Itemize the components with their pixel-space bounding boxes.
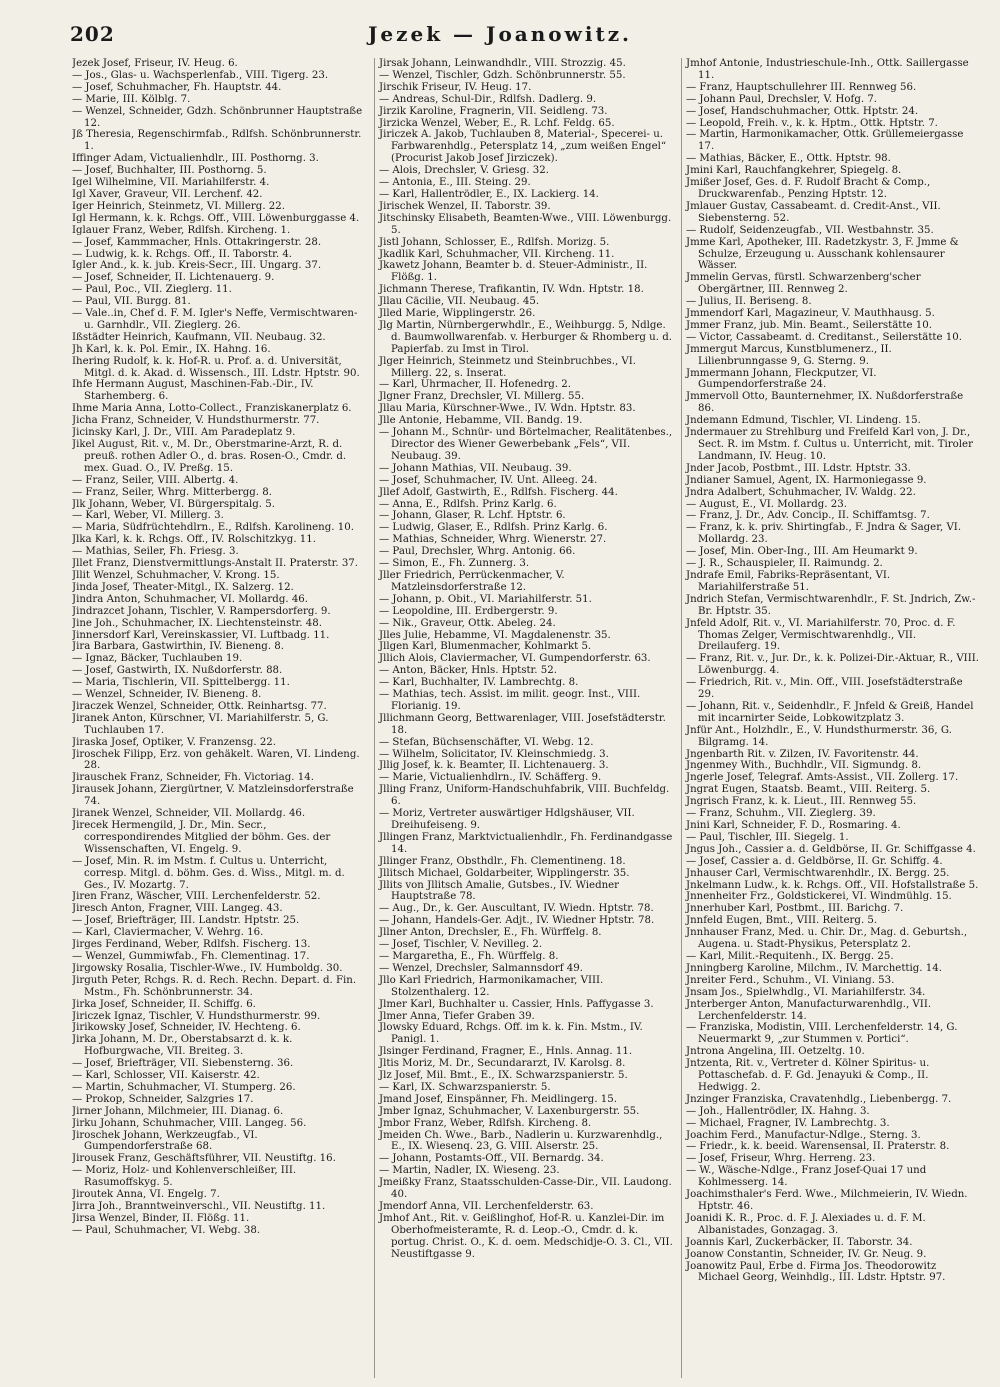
directory-entry: Jlz Josef, Mil. Bmt., E., IX. Schwarzspanierstr. 5. (379, 1070, 628, 1082)
directory-entry: — Karl, Claviermacher, V. Wehrg. 16. (72, 927, 264, 939)
directory-entry: Joachim Ferd., Manufactur-Ndlge., Sterng. 3. (686, 1129, 921, 1141)
directory-entry: Jltis Moriz, M. Dr., Secundararzt, IV. Karolsg. 8. (379, 1058, 626, 1070)
directory-entry: — Johann Mathias, VII. Neubaug. 39. (379, 462, 572, 474)
directory-entry: — Andreas, Schul-Dir., Rdlfsh. Dadlerg. 9. (379, 93, 597, 105)
directory-entry: — Josef, Schneider, II. Lichtenauerg. 9. (72, 272, 275, 284)
directory-entry: Ißstädter Heinrich, Kaufmann, VII. Neubaug. 32. (72, 331, 326, 343)
directory-entry: — Karl, Uhrmacher, II. Hofenedrg. 2. (379, 379, 572, 391)
directory-entry: — Josef, Buchhalter, III. Posthorng. 5. (72, 165, 267, 177)
directory-entry: Jnini Karl, Schneider, F. D., Rosmaring. 4. (686, 820, 901, 831)
directory-entry: Jichmann Therese, Trafikantin, IV. Wdn. Hptstr. 18. (379, 284, 644, 296)
directory-entry: Jllitsch Michael, Goldarbeiter, Wipplingerstr. 35. (379, 867, 630, 879)
directory-entry: Jirauschek Franz, Schneider, Fh. Victoriag. 14. (72, 772, 314, 784)
directory-entry: — Nik., Graveur, Ottk. Abeleg. 24. (379, 617, 556, 629)
directory-entry: — Franz, Schuhm., VII. Zieglerg. 39. (686, 808, 876, 820)
directory-entry: Jngus Joh., Cassier a. d. Geldbörse, II. Gr. Schiffgasse 4. (686, 843, 976, 855)
directory-entry: Jlling Franz, Uniform-Handschuhfabrik, VIII. Buchfeldg. 6. (379, 784, 670, 808)
directory-entry: Jirischek Wenzel, II. Taborstr. 39. (379, 200, 551, 212)
directory-entry: Jirka Josef, Schneider, II. Schiffg. 6. (72, 998, 256, 1010)
directory-entry: Jiriczek Ignaz, Tischler, V. Hundsthurmerstr. 99. (72, 1010, 321, 1022)
directory-entry: — Paul, P.oc., VII. Zieglerg. 11. (72, 284, 232, 296)
directory-entry: — Paul, VII. Burgg. 81. (72, 296, 191, 308)
directory-entry: Jirguth Peter, Rchgs. R. d. Rech. Rechn. Depart. d. Fin. Mstm., Fh. Schönbrunnerstr. 34. (72, 974, 357, 998)
directory-column-left (72, 58, 366, 1378)
directory-entry: — Josef, Handschuhmacher, Ottk. Hptstr. 24. (686, 105, 919, 117)
directory-entry: Jirschik Friseur, IV. Heug. 17. (379, 81, 532, 93)
directory-entry: — Wenzel, Tischler, Gdzh. Schönbrunnerstr. 55. (379, 69, 626, 81)
directory-entry: Jnder Jacob, Postbmt., III. Ldstr. Hptstr. 33. (686, 462, 911, 474)
directory-entry: Jlg Martin, Nürnbergerwhdlr., E., Weihburgg. 5, Ndlge. d. Baumwollwarenfab. v. Herburger & Rhomberg u. d. Papierfab. zu Imst in Tirol. (379, 319, 672, 355)
directory-entry: Jlsinger Ferdinand, Fragner, E., Hnls. Annag. 11. (379, 1046, 633, 1058)
page-number: 202 (70, 22, 115, 46)
directory-entry: Jinda Josef, Theater-Mitgl., IX. Salzerg. 12. (72, 581, 294, 593)
directory-entry: Jlowsky Eduard, Rchgs. Off. im k. k. Fin. Mstm., IV. Panigl. 1. (379, 1022, 643, 1046)
directory-entry: Jllet Franz, Dienstvermittlungs-Anstalt II. Praterstr. 37. (72, 558, 359, 570)
directory-entry: Jntrona Angelina, III. Oetzeltg. 10. (686, 1046, 865, 1058)
directory-entry: Jllich Alois, Claviermacher, VI. Gumpendorferstr. 63. (379, 653, 651, 665)
directory-entry: Jnreiter Ferd., Schuhm., VI. Viniang. 53. (686, 974, 895, 986)
directory-entry: — Wilhelm, Solicitator, IV. Kleinschmiedg. 3. (379, 748, 609, 760)
directory-entry: — Aug., Dr., k. Ger. Auscultant, IV. Wiedn. Hptstr. 78. (379, 903, 654, 915)
directory-entry: Jiranek Anton, Kürschner, VI. Mariahilferstr. 5, G. Tuchlauben 17. (72, 712, 329, 736)
directory-entry: — Johann, Rit. v., Seidenhdlr., F. Jnfeld & Greiß, Handel mit incarnirter Seide, Lobkowitzplatz 3. (686, 700, 974, 724)
directory-entry: Jlmer Karl, Buchhalter u. Cassier, Hnls. Paffygasse 3. (379, 998, 654, 1010)
directory-entry: — Karl, IX. Schwarzspanierstr. 5. (379, 1081, 551, 1093)
directory-entry: Jikel August, Rit. v., M. Dr., Oberstmarine-Arzt, R. d. preuß. rothen Adler O., d. bras. Rosen-O., Cmdr. d. mex. Guad. O., IV. Preßg. 15. (72, 439, 347, 474)
directory-entry: — Simon, E., Fh. Zunnerg. 3. (379, 558, 530, 570)
directory-entry: Jiren Franz, Wäscher, VIII. Lerchenfelderstr. 52. (72, 891, 321, 903)
directory-entry: Jmmendorf Karl, Magazineur, V. Mauthhausg. 5. (686, 308, 935, 320)
directory-entry: — Johann, Handels-Ger. Adjt., IV. Wiedner Hptstr. 78. (379, 915, 655, 927)
directory-entry: Jlmer Anna, Tiefer Graben 39. (379, 1010, 535, 1022)
directory-entry: Jiranek Wenzel, Schneider, VII. Mollardg. 46. (72, 808, 306, 820)
directory-entry: Jine Joh., Schuhmacher, IX. Liechtensteinstr. 48. (72, 617, 322, 629)
directory-entry: — Maria, Südfrüchtehdlrn., E., Rdlfsh. Karolineng. 10. (72, 522, 354, 534)
directory-entry: Jirausek Johann, Ziergürtner, V. Matzleinsdorferstraße 74. (72, 784, 354, 808)
directory-entry: Jnsam Jos., Spielwhdlg., VI. Mariahilferstr. 34. (686, 986, 926, 998)
directory-entry: Jmme Karl, Apotheker, III. Radetzkystr. 3, F. Jmme & Schulze, Erzeugung u. Ausschank kohlensaurer Wässer. (686, 236, 959, 272)
directory-entry: Jllgen Karl, Blumenmacher, Kohlmarkt 5. (379, 641, 592, 653)
directory-entry: — Ludwig, k. k. Rchgs. Off., II. Taborstr. 4. (72, 248, 293, 260)
directory-entry: Jllau Maria, Kürschner-Wwe., IV. Wdn. Hptstr. 83. (379, 403, 636, 415)
directory-entry: — Vale..in, Chef d. F. M. Igler's Neffe, Vermischtwaren- u. Garnhdlr., VII. Zieglerg. 26. (72, 308, 358, 331)
directory-entry: Jmlauer Gustav, Cassabeamt. d. Credit-Anst., VII. Siebensterng. 52. (686, 200, 941, 224)
directory-entry: — Jos., Glas- u. Wachsperlenfab., VIII. Tigerg. 23. (72, 69, 329, 81)
directory-entry: Jmeiden Ch. Wwe., Barb., Nadlerin u. Kurzwarenhdlg., E., IX. Wiesenq. 23, G. VIII. Alserstr. 25. (379, 1129, 663, 1153)
directory-entry: — Marie, Victualienhdlrn., IV. Schäfferg. 9. (379, 772, 602, 784)
directory-entry: — Johann, Postamts-Off., VII. Bernardg. 34. (379, 1153, 604, 1165)
directory-entry: Jnningberg Karoline, Milchm., IV. Marchettig. 14. (686, 962, 942, 974)
directory-entry: Jllau Cäcilie, VII. Neubaug. 45. (379, 296, 540, 308)
directory-entry: — Karl, Weber, VI. Millerg. 3. (72, 510, 224, 522)
directory-entry: Jmeißky Franz, Staatsschulden-Casse-Dir., VII. Laudong. 40. (379, 1177, 672, 1201)
directory-entry: — Wenzel, Schneider, Gdzh. Schönbrunner Hauptstraße 12. (72, 105, 363, 129)
directory-entry: Jngenmey With., Buchhdlr., VII. Sigmundg. 8. (686, 760, 922, 772)
directory-entry: Jiroschek Filipp, Erz. von gehäkelt. Waren, VI. Lindeng. 28. (72, 748, 360, 772)
directory-entry: Jicha Franz, Schneider, V. Hundsthurmerstr. 77. (72, 415, 320, 427)
directory-entry: Jirku Johann, Schuhmacher, VIII. Langeg. 56. (72, 1117, 307, 1129)
directory-entry: Jmhof Ant., Rit. v. Geißlinghof, Hof-R. u. Kanzlei-Dir. im Oberhofmeisteramte, R. d. Leop.-O., Cmdr. d. k. portug. Christ. O., K. d. oem. Medschidje-O. 3. Cl., VII. Neustiftgasse 9. (379, 1212, 673, 1260)
directory-entry: — Johann, Glaser, R. Lchf. Hptstr. 6. (379, 510, 566, 522)
directory-entry: Iffinger Adam, Victualienhdlr., III. Posthorng. 3. (72, 153, 319, 165)
directory-entry: Jmendorf Anna, VII. Lerchenfelderstr. 63. (379, 1201, 594, 1212)
directory-entry: Jllo Karl Friedrich, Harmonikamacher, VIII. Stolzenthalerg. 12. (379, 974, 604, 998)
directory-entry: Igel Wilhelmine, VII. Mariahilferstr. 4. (72, 177, 270, 189)
directory-entry: — Moriz, Holz- und Kohlenverschleißer, III. Rasumoffskyg. 5. (72, 1165, 297, 1189)
directory-entry: — Ludwig, Glaser, E., Rdlfsh. Prinz Karlg. 6. (379, 522, 608, 534)
directory-entry: — Ignaz, Bäcker, Tuchlauben 19. (72, 653, 243, 665)
directory-entry: — Josef, Friseur, Whrg. Herreng. 23. (686, 1153, 876, 1165)
directory-entry: Joanowitz Paul, Erbe d. Firma Jos. Theodorowitz Michael Georg, Weinhdlg., III. Ldstr. Hptstr. 97. (686, 1260, 946, 1284)
directory-entry: Jezek Josef, Friseur, IV. Heug. 6. (72, 58, 238, 69)
directory-entry: — Anna, E., Rdlfsh. Prinz Karlg. 6. (379, 498, 557, 510)
directory-entry: — Josef, Min. R. im Mstm. f. Cultus u. Unterricht, corresp. Mitgl. d. böhm. Ges. d. Wiss., Mitgl. m. d. Ges., IV. Mozartg. 7. (72, 855, 345, 891)
directory-entry: — Victor, Cassabeamt. d. Creditanst., Seilerstätte 10. (686, 331, 962, 343)
directory-entry: — Josef, Kammmacher, Hnls. Ottakringerstr. 28. (72, 236, 322, 248)
directory-entry: Jmmermann Johann, Fleckputzer, VI. Gumpendorferstraße 24. (686, 367, 877, 391)
directory-entry: Joanidi K. R., Proc. d. F. J. Alexiades u. d. F. M. Albanistades, Gonzagag. 3. (686, 1212, 926, 1236)
directory-entry: Jnzinger Franziska, Cravatenhdlg., Liebenbergg. 7. (686, 1093, 952, 1105)
directory-entry: — Rudolf, Seidenzeugfab., VII. Westbahnstr. 35. (686, 224, 934, 236)
directory-entry: Jmber Ignaz, Schuhmacher, V. Laxenburgerstr. 55. (379, 1105, 640, 1117)
directory-entry: Jllef Adolf, Gastwirth, E., Rdlfsh. Fischerg. 44. (379, 486, 618, 498)
directory-entry: — Josef, Min. Ober-Ing., III. Am Heumarkt 9. (686, 546, 918, 558)
directory-entry: — Wenzel, Gummiwfab., Fh. Clementinag. 17. (72, 950, 310, 962)
directory-entry: Jllits von Jllitsch Amalie, Gutsbes., IV. Wiedner Hauptstraße 78. (379, 879, 620, 903)
directory-entry: Jnfeld Adolf, Rit. v., VI. Mariahilferstr. 70, Proc. d. F. Thomas Zelger, Vermischtwarenhdlg., VII. Dreilauferg. 19. (686, 617, 956, 653)
directory-entry: Jirzicka Wenzel, Weber, E., R. Lchf. Feldg. 65. (379, 117, 615, 129)
directory-entry: Jngrat Eugen, Staatsb. Beamt., VIII. Reiterg. 5. (686, 784, 931, 796)
directory-entry: Jndra Adalbert, Schuhmacher, IV. Waldg. 22. (686, 486, 916, 498)
directory-entry: — Margaretha, E., Fh. Würffelg. 8. (379, 950, 559, 962)
directory-entry: Jndemann Edmund, Tischler, VI. Lindeng. 15. (686, 415, 921, 427)
directory-entry: Jnnhauser Franz, Med. u. Chir. Dr., Mag. d. Geburtsh., Augena. u. Stadt-Physikus, Petersplatz 2. (686, 927, 968, 951)
directory-entry: Jlles Julie, Hebamme, VI. Magdalenenstr. 35. (379, 629, 611, 641)
directory-entry: — Anton, Bäcker, Hnls. Hptstr. 52. (379, 665, 557, 677)
directory-entry: Jkadlik Karl, Schuhmacher, VII. Kircheng. 11. (379, 248, 615, 260)
directory-entry: Jmand Josef, Einspänner, Fh. Meidlingerg. 15. (379, 1093, 617, 1105)
directory-entry: Jistl Johann, Schlosser, E., Rdlfsh. Morizg. 5. (379, 236, 610, 248)
directory-entry: — Paul, Schuhmacher, VI. Webg. 38. (72, 1224, 261, 1236)
directory-entry: Jkawetz Johann, Beamter b. d. Steuer-Administr., II. Flößg. 1. (379, 260, 648, 284)
directory-entry: Jmmergut Marcus, Kunstblumenerz., II. Lilienbrunngasse 9, G. Sterng. 9. (686, 343, 892, 367)
directory-entry: Jndermauer zu Strehlburg und Freifeld Karl von, J. Dr., Sect. R. im Mstm. f. Cultus u. Unterricht, mit. Tiroler Landmann, IV. Heug. 10. (686, 427, 973, 462)
directory-entry: Jiriczek A. Jakob, Tuchlauben 8, Material-, Specerei- u. Farbwarenhdlg., Petersplatz 14, „zum weißen Engel“ (Procurist Jakob Josef Jirziczek). (379, 129, 667, 165)
directory-entry: — Wenzel, Drechsler, Salmannsdorf 49. (379, 962, 583, 974)
directory-entry: — W., Wäsche-Ndlge., Franz Josef-Quai 17 und Kohlmesserg. 14. (686, 1165, 927, 1189)
directory-entry: — Franz, k. k. priv. Shirtingfab., F. Jndra & Sager, VI. Mollardg. 23. (686, 522, 962, 546)
directory-entry: — Joh., Hallentrödler, IX. Hahng. 3. (686, 1105, 870, 1117)
directory-entry: — Franz, Seiler, Whrg. Mitterbergg. 8. (72, 486, 272, 498)
directory-entry: — Franz, Hauptschullehrer III. Rennweg 56. (686, 81, 917, 93)
directory-entry: Jnhauser Carl, Vermischtwarenhdlr., IX. Bergg. 25. (686, 867, 950, 879)
directory-entry: Jiresch Anton, Fragner, VIII. Langeg. 43. (72, 903, 283, 915)
directory-entry: Jmini Karl, Rauchfangkehrer, Spiegelg. 8. (686, 165, 902, 177)
directory-entry: Jicinsky Karl, J. Dr., VIII. Am Paradeplatz 9. (72, 427, 296, 439)
directory-entry: Jiroschek Johann, Werkzeugfab., VI. Gumpendorferstraße 68. (72, 1129, 258, 1153)
directory-entry: — Martin, Nadler, IX. Wieseng. 23. (379, 1165, 560, 1177)
directory-entry: Jllit Wenzel, Schuhmacher, V. Krong. 15. (72, 569, 280, 581)
directory-entry: Jirra Joh., Branntweinverschl., VII. Neustiftg. 11. (72, 1201, 326, 1212)
directory-entry: Jirsa Wenzel, Binder, II. Flößg. 11. (72, 1212, 250, 1224)
directory-entry: Jirzik Karoline, Fragnerin, VII. Seidleng. 73. (379, 105, 608, 117)
directory-entry: Jirgowsky Rosalia, Tischler-Wwe., IV. Humboldg. 30. (72, 962, 343, 974)
directory-entry: — Mathias, tech. Assist. im milit. geogr. Inst., VIII. Florianig. 19. (379, 689, 641, 712)
directory-entry: — Martin, Schuhmacher, VI. Stumperg. 26. (72, 1081, 296, 1093)
directory-entry: — Paul, Drechsler, Whrg. Antonig. 66. (379, 546, 576, 558)
directory-entry: — Josef, Schuhmacher, IV. Unt. Alleeg. 24. (379, 474, 598, 486)
directory-entry: — Karl, Schlosser, VII. Kaiserstr. 42. (72, 1070, 260, 1082)
directory-entry: Jnnerhuber Karl, Postbmt., III. Barichg. 7. (686, 903, 904, 915)
directory-entry: — Moriz, Vertreter auswärtiger Hdlgshäuser, VII. Dreihufeiseng. 9. (379, 808, 635, 831)
directory-entry: Jmhof Antonie, Industrieschule-Inh., Ottk. Saillergasse 11. (686, 58, 969, 81)
directory-entry: Jllner Anton, Drechsler, E., Fh. Würffelg. 8. (379, 927, 602, 939)
directory-entry: Jnkelmann Ludw., k. k. Rchgs. Off., VII. Hofstallstraße 5. (686, 879, 979, 891)
directory-entry: Jirges Ferdinand, Weber, Rdlfsh. Fischerg. 13. (72, 939, 311, 951)
directory-entry: — Stefan, Büchsenschäfter, VI. Webg. 12. (379, 736, 594, 748)
directory-entry: Jllichmann Georg, Bettwarenlager, VIII. Josefstädterstr. 18. (379, 712, 666, 736)
directory-entry: — Prokop, Schneider, Salzgries 17. (72, 1093, 254, 1105)
directory-entry: Jira Barbara, Gastwirthin, IV. Bieneng. 8. (72, 641, 285, 653)
directory-entry: Jiraska Josef, Optiker, V. Franzensg. 22. (72, 736, 277, 748)
directory-entry: Joachimsthaler's Ferd. Wwe., Milchmeierin, IV. Wiedn. Hptstr. 46. (686, 1189, 968, 1212)
directory-entry: Jnfür Ant., Holzhdlr., E., V. Hundsthurmerstr. 36, G. Bilgramg. 14. (686, 724, 952, 748)
directory-entry: Jitschinsky Elisabeth, Beamten-Wwe., VIII. Löwenburgg. 5. (379, 212, 672, 236)
directory-entry: Iger Heinrich, Steinmetz, VI. Millerg. 22. (72, 200, 285, 212)
directory-entry: Jiroutek Anna, VI. Engelg. 7. (72, 1189, 220, 1201)
directory-entry: — Josef, Tischler, V. Nevilleg. 2. (379, 939, 543, 951)
directory-entry: — Josef, Schuhmacher, Fh. Hauptstr. 44. (72, 81, 282, 93)
directory-entry: Jlka Karl, k. k. Rchgs. Off., IV. Rolschitzkyg. 11. (72, 534, 316, 546)
directory-entry: — Josef, Briefträger, VII. Siebensterng. 36. (72, 1058, 294, 1070)
directory-entry: — Antonia, E., III. Steing. 29. (379, 177, 531, 189)
directory-entry: Jindra Anton, Schuhmacher, VI. Mollardg. 46. (72, 593, 309, 605)
directory-entry: Jinnersdorf Karl, Vereinskassier, VI. Luftbadg. 11. (72, 629, 330, 641)
running-head: Jezek — Joanowitz. (367, 22, 633, 46)
directory-entry: Jirecek Hermengild, J. Dr., Min. Secr., correspondirendes Mitglied der böhm. Ges. der Wissenschaften, VI. Engelg. 9. (72, 820, 331, 855)
directory-entry: — Alois, Drechsler, V. Griesg. 32. (379, 165, 549, 177)
directory-column-right (681, 58, 980, 1378)
directory-entry: Igl Hermann, k. k. Rchgs. Off., VIII. Löwenburggasse 4. (72, 212, 360, 224)
directory-entry: Jngerle Josef, Telegraf. Amts-Assist., VII. Zollerg. 17. (686, 772, 959, 784)
directory-entry: — J. R., Schauspieler, II. Raimundg. 2. (686, 558, 883, 570)
directory-entry: Jlgner Franz, Drechsler, VI. Millerg. 55. (379, 391, 585, 403)
directory-entry: Jirsak Johann, Leinwandhdlr., VIII. Strozzig. 45. (379, 58, 626, 69)
directory-entry: Igl Xaver, Graveur, VII. Lerchenf. 42. (72, 188, 263, 200)
directory-entry: — Josef, Briefträger, III. Landstr. Hptstr. 25. (72, 915, 300, 927)
directory-entry: Ihering Rudolf, k. k. Hof-R. u. Prof. a. d. Universität, Mitgl. d. k. Akad. d. Wissensch., III. Ldstr. Hptstr. 90. (72, 355, 360, 379)
directory-entry: Jlle Antonie, Hebamme, VII. Bandg. 19. (379, 415, 583, 427)
directory-entry: — Karl, Hallentrödler, E., IX. Lackierg. 14. (379, 188, 599, 200)
directory-entry: Jllig Josef, k. k. Beamter, II. Lichtenauerg. 3. (379, 760, 609, 772)
directory-entry: — Paul, Tischler, III. Siegelg. 1. (686, 831, 849, 843)
directory-entry: Jirner Johann, Milchmeier, III. Dianag. 6. (72, 1105, 284, 1117)
directory-entry: — Franz, J. Dr., Adv. Concip., II. Schiffamtsg. 7. (686, 510, 930, 522)
directory-entry: Jmißer Josef, Ges. d. F. Rudolf Bracht & Comp., Druckwarenfab., Penzing Hptstr. 12. (686, 177, 931, 200)
directory-entry: Jirousek Franz, Geschäftsführer, VII. Neustiftg. 16. (72, 1153, 336, 1165)
directory-entry: Jlled Marie, Wipplingerstr. 26. (379, 308, 536, 320)
directory-entry: Jindrazcet Johann, Tischler, V. Rampersdorferg. 9. (72, 605, 331, 617)
directory-entry: Jllinger Franz, Obsthdlr., Fh. Clementineng. 18. (379, 855, 626, 867)
directory-entry: Iglauer Franz, Weber, Rdlfsh. Kircheng. 1. (72, 224, 291, 236)
directory-entry: — Leopoldine, III. Erdbergerstr. 9. (379, 605, 558, 617)
directory-entry: Jndrich Stefan, Vermischtwarenhdlr., F. St. Jndrich, Zw.-Br. Hptstr. 35. (686, 593, 976, 617)
directory-entry: Jh Karl, k. k. Pol. Emir., IX. Hahng. 16. (72, 343, 271, 355)
directory-entry: Jnnfeld Eugen, Bmt., VIII. Reiterg. 5. (686, 915, 878, 927)
directory-entry: — Julius, II. Beriseng. 8. (686, 296, 812, 308)
directory-entry: — Karl, Milit.-Requitenh., IX. Bergg. 25. (686, 950, 894, 962)
directory-entry: — August, E., VI. Mollardg. 23. (686, 498, 847, 510)
directory-entry: — Karl, Buchhalter, IV. Lambrechtg. 8. (379, 677, 579, 689)
directory-entry: Jirikowsky Josef, Schneider, IV. Hechteng. 6. (72, 1022, 301, 1034)
directory-entry: Jmbor Franz, Weber, Rdlfsh. Kircheng. 8. (379, 1117, 592, 1129)
directory-entry: — Wenzel, Schneider, IV. Bieneng. 8. (72, 689, 262, 701)
directory-entry: Ihme Maria Anna, Lotto-Collect., Franziskanerplatz 6. (72, 403, 352, 415)
directory-entry: — Josef, Gastwirth, IX. Nußdorferstr. 88. (72, 665, 283, 677)
directory-entry: — Leopold, Freih. v., k. k. Hptm., Ottk. Hptstr. 7. (686, 117, 938, 129)
directory-entry: Ihfe Hermann August, Maschinen-Fab.-Dir., IV. Starhemberg. 6. (72, 379, 314, 403)
directory-entry: — Franz, Seiler, VIII. Albertg. 4. (72, 474, 239, 486)
directory-entry: — Franz, Rit. v., Jur. Dr., k. k. Polizei-Dir.-Aktuar, R., VIII. Löwenburgg. 4. (686, 653, 979, 677)
directory-entry: — Johann M., Schnür- und Börtelmacher, Realitätenbes., Director des Wiener Gewerbebank „Fels“, VII. Neubaug. 39. (379, 427, 673, 462)
directory-entry: Jmmervoll Otto, Baunternehmer, IX. Nußdorferstraße 86. (686, 391, 964, 415)
directory-entry: Jntzenta, Rit. v., Vertreter d. Kölner Spiritus- u. Pottaschefab. d. F. Gd. Jenayuki & Comp., II. Hedwigg. 2. (686, 1058, 930, 1093)
directory-entry: Joannis Karl, Zuckerbäcker, II. Taborstr. 34. (686, 1236, 913, 1248)
directory-entry: — Johann Paul, Drechsler, V. Hofg. 7. (686, 93, 878, 105)
directory-entry: Jmmelin Gervas, fürstl. Schwarzenberg'scher Obergärtner, III. Rennweg 2. (686, 272, 921, 296)
directory-entry: — Friedr., k. k. beeid. Warensensal, II. Praterstr. 8. (686, 1141, 950, 1153)
directory-entry: Jndianer Samuel, Agent, IX. Harmoniegasse 9. (686, 474, 927, 486)
directory-entry: — Mathias, Seiler, Fh. Friesg. 3. (72, 546, 239, 558)
directory-entry: Jngrisch Franz, k. k. Lieut., III. Rennweg 55. (686, 796, 917, 808)
directory-entry: Jnnenheiter Frz., Goldstickerei, VI. Windmühlg. 15. (686, 891, 952, 903)
directory-entry: Jngenbarth Rit. v. Zilzen, IV. Favoritenstr. 44. (686, 748, 919, 760)
directory-entry: Jlk Johann, Weber, VI. Bürgerspitalg. 5. (72, 498, 275, 510)
directory-entry: Joanow Constantin, Schneider, IV. Gr. Neug. 9. (686, 1248, 927, 1260)
directory-entry: — Mathias, Schneider, Whrg. Wienerstr. 27. (379, 534, 607, 546)
directory-entry: Jmmer Franz, jub. Min. Beamt., Seilerstätte 10. (686, 319, 932, 331)
directory-entry: Jiraczek Wenzel, Schneider, Ottk. Reinhartsg. 77. (72, 700, 327, 712)
directory-column-middle (374, 58, 673, 1378)
directory-entry: — Franziska, Modistin, VIII. Lerchenfelderstr. 14, G. Neuermarkt 9, „zur Stummen v. Portici“. (686, 1022, 958, 1046)
directory-entry: Jirka Johann, M. Dr., Oberstabsarzt d. k. k. Hofburgwache, VII. Breiteg. 3. (72, 1034, 293, 1058)
directory-entry: — Mathias, Bäcker, E., Ottk. Hptstr. 98. (686, 153, 891, 165)
directory-entry: — Marie, III. Kölblg. 7. (72, 93, 191, 105)
directory-entry: Jnterberger Anton, Manufacturwarenhdlg., VII. Lerchenfelderstr. 14. (686, 998, 932, 1022)
directory-entry: — Johann, p. Obit., VI. Mariahilferstr. 51. (379, 593, 592, 605)
directory-entry: — Josef, Cassier a. d. Geldbörse, II. Gr. Schiffg. 4. (686, 855, 943, 867)
directory-entry: Jller Friedrich, Perrückenmacher, V. Matzleinsdorferstraße 12. (379, 569, 565, 593)
directory-entry: — Michael, Fragner, IV. Lambrechtg. 3. (686, 1117, 890, 1129)
directory-entry: Jndrafe Emil, Fabriks-Repräsentant, VI. Mariahilferstraße 51. (686, 569, 891, 593)
directory-columns (72, 58, 980, 1378)
directory-entry: Igler And., k. k. jub. Kreis-Secr., III. Ungarg. 37. (72, 260, 322, 272)
directory-entry: Jß Theresia, Regenschirmfab., Rdlfsh. Schönbrunnerstr. 1. (72, 129, 362, 153)
directory-entry: — Martin, Harmonikamacher, Ottk. Grüllemeiergasse 17. (686, 129, 964, 153)
directory-entry: — Maria, Tischlerin, VII. Spittelbergg. 11. (72, 677, 290, 689)
directory-entry: — Friedrich, Rit. v., Min. Off., VIII. Josefstädterstraße 29. (686, 677, 963, 701)
directory-entry: Jlger Heinrich, Steinmetz und Steinbruchbes., VI. Millerg. 22, s. Inserat. (379, 355, 637, 379)
directory-entry: Jllingen Franz, Marktvictualienhdlr., Fh. Ferdinandgasse 14. (379, 831, 673, 855)
